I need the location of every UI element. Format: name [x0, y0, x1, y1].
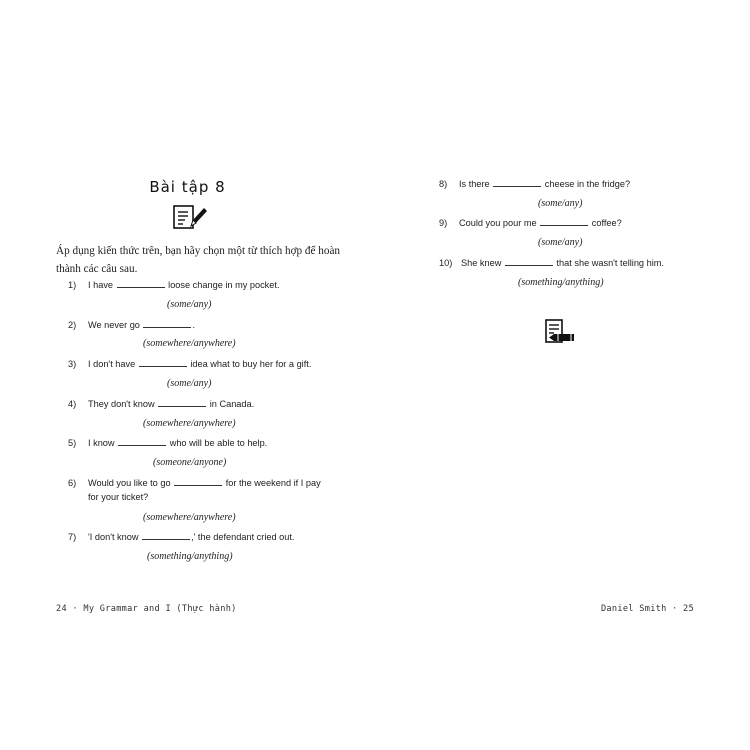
- answer-blank[interactable]: [118, 435, 166, 446]
- answer-blank[interactable]: [117, 277, 165, 288]
- exercise-text-before: I know: [88, 438, 115, 448]
- exercise-text-after: loose change in my pocket.: [168, 280, 280, 290]
- exercise-text-before: Is there: [459, 179, 490, 189]
- exercise-text-before: We never go: [88, 320, 140, 330]
- exercise-text-after: for the weekend if I pay: [225, 478, 321, 488]
- answer-options: (somewhere/anywhere): [143, 338, 236, 349]
- exercise-number: 6): [68, 478, 77, 488]
- answer-options: (something/anything): [518, 277, 604, 288]
- exercise-text-after: .: [192, 320, 196, 330]
- exercise-number: 3): [68, 359, 77, 369]
- exercise-text-before: They don't know: [88, 399, 155, 409]
- paper-pencil-icon: [171, 204, 209, 235]
- document-pencil-icon: [544, 318, 578, 351]
- answer-options: (some/any): [538, 198, 583, 209]
- exercise-text-after: that she wasn't telling him.: [556, 258, 664, 268]
- exercise-text-after: idea what to buy her for a gift.: [190, 359, 312, 369]
- exercise-text-before: She knew: [461, 258, 502, 268]
- exercise-number: 4): [68, 399, 77, 409]
- answer-blank[interactable]: [142, 529, 190, 540]
- answer-options: (some/any): [167, 378, 212, 389]
- answer-blank[interactable]: [540, 215, 588, 226]
- instruction-text: Áp dụng kiến thức trên, bạn hãy chọn một từ thích hợp để hoàn thành các câu sau.: [56, 245, 340, 275]
- exercise-title: Bài tập 8: [149, 178, 226, 196]
- exercise-text-after: who will be able to help.: [169, 438, 268, 448]
- exercise-number: 10): [439, 258, 453, 268]
- answer-options: (somewhere/anywhere): [143, 418, 236, 429]
- exercise-text-after: coffee?: [591, 218, 622, 228]
- exercise-number: 2): [68, 320, 77, 330]
- exercise-text-before: I have: [88, 280, 114, 290]
- exercise-number: 9): [439, 218, 448, 228]
- exercise-number: 8): [439, 179, 448, 189]
- page-footer-left: 24 · My Grammar and I (Thực hành): [56, 604, 237, 614]
- exercise-text-after: cheese in the fridge?: [544, 179, 631, 189]
- exercise-text-continued: for your ticket?: [88, 492, 149, 502]
- answer-options: (some/any): [167, 299, 212, 310]
- exercise-number: 7): [68, 532, 77, 542]
- exercise-text-before: 'I don't know: [88, 532, 139, 542]
- exercise-text-after: in Canada.: [209, 399, 255, 409]
- answer-options: (someone/anyone): [153, 457, 227, 468]
- exercise-text-before: I don't have: [88, 359, 136, 369]
- answer-blank[interactable]: [493, 176, 541, 187]
- answer-options: (some/any): [538, 237, 583, 248]
- answer-blank[interactable]: [143, 317, 191, 328]
- page-footer-right: Daniel Smith · 25: [600, 604, 694, 614]
- exercise-text-before: Would you like to go: [88, 478, 171, 488]
- answer-blank[interactable]: [158, 396, 206, 407]
- exercise-number: 5): [68, 438, 77, 448]
- answer-options: (somewhere/anywhere): [143, 512, 236, 523]
- answer-options: (something/anything): [147, 551, 233, 562]
- answer-blank[interactable]: [505, 255, 553, 266]
- answer-blank[interactable]: [174, 475, 222, 486]
- answer-blank[interactable]: [139, 356, 187, 367]
- exercise-number: 1): [68, 280, 77, 290]
- exercise-text-after: ,' the defendant cried out.: [191, 532, 295, 542]
- exercise-text-before: Could you pour me: [459, 218, 537, 228]
- right-page: [375, 0, 750, 750]
